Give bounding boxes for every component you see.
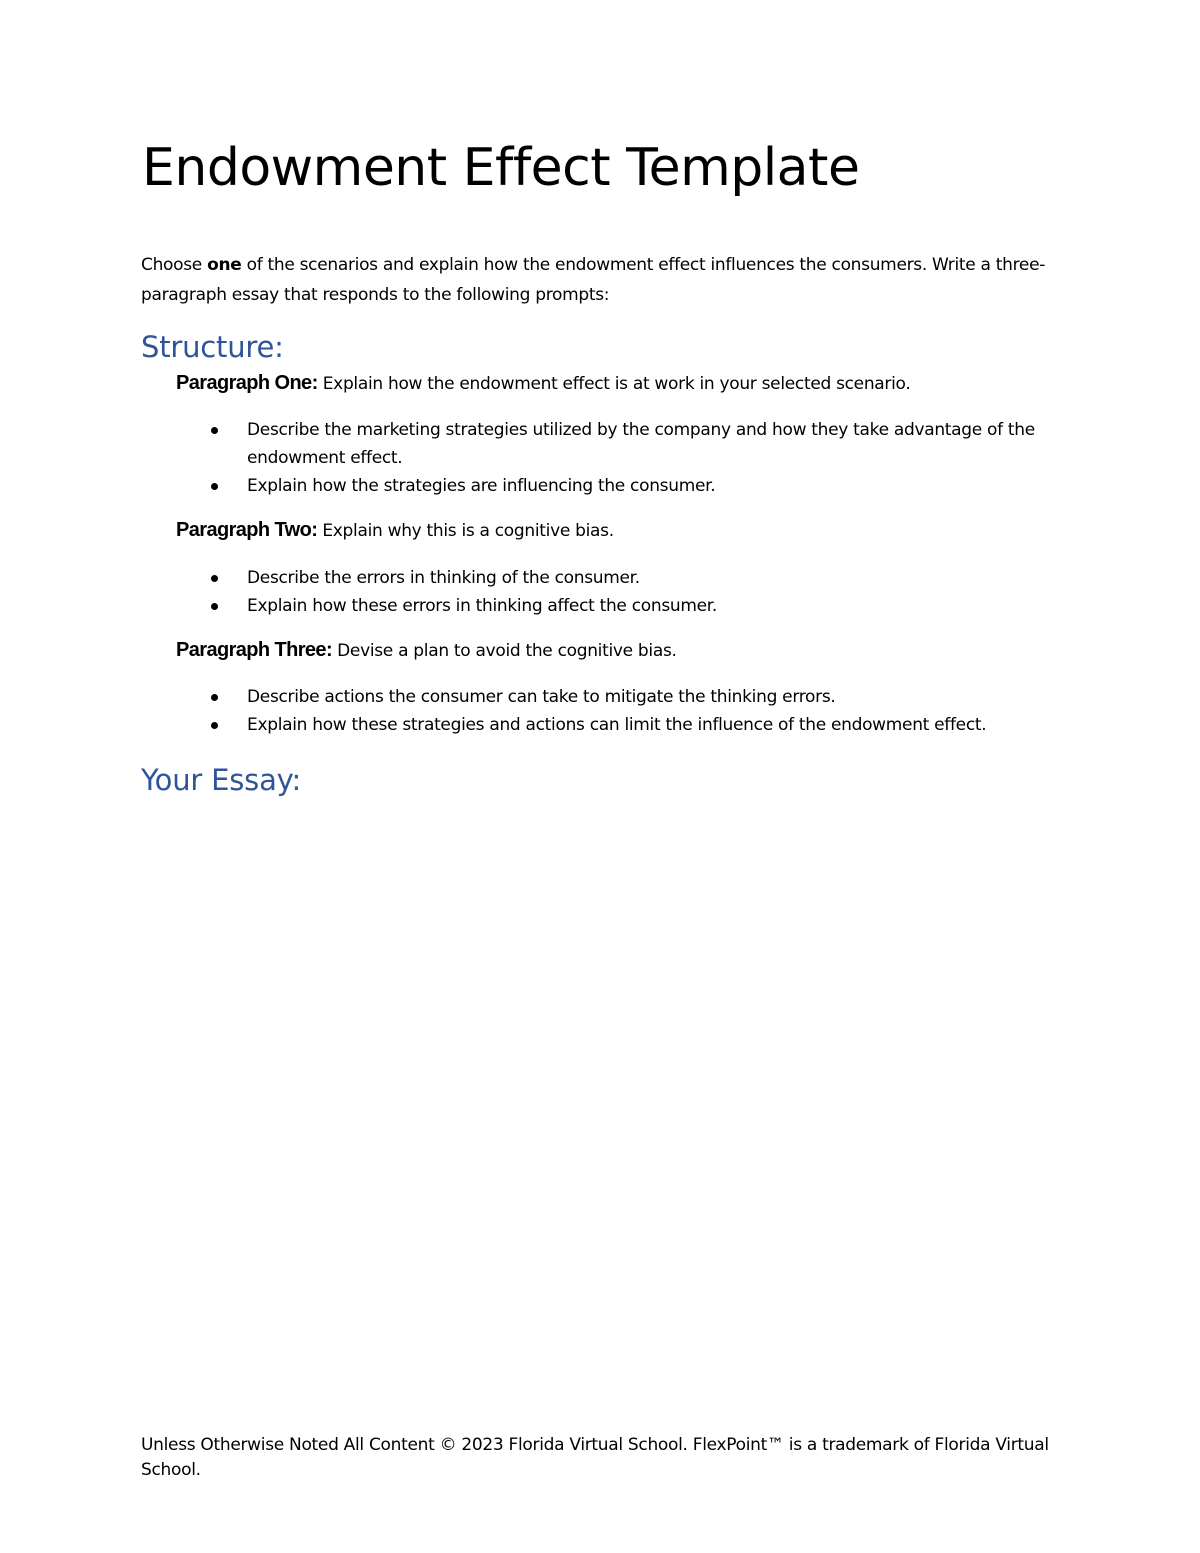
paragraph-one-label: Paragraph One: (176, 372, 318, 394)
paragraph-two-bullets (207, 564, 1047, 620)
bullet-icon (211, 694, 218, 701)
list-item (207, 683, 1047, 711)
paragraph-one-prompt (176, 372, 910, 395)
bullet-icon (211, 722, 218, 729)
document-title: Endowment Effect Template (142, 138, 860, 198)
bullet-icon (211, 603, 218, 610)
bullet-text: Describe the marketing strategies utilized by the company and how they take advantage of the endowment effect. (247, 420, 1035, 468)
bullet-text: Explain how these errors in thinking affect the consumer. (247, 596, 717, 616)
paragraph-two-prompt (176, 519, 614, 542)
intro-text-after: of the scenarios and explain how the endowment effect influences the consumers. Write a three-paragraph essay that responds to the following prompts: (141, 255, 1046, 305)
intro-emphasis: one (207, 255, 242, 275)
list-item (207, 592, 1047, 620)
paragraph-three-text: Devise a plan to avoid the cognitive bias. (332, 641, 677, 661)
essay-heading: Your Essay: (141, 763, 302, 797)
paragraph-three-prompt (176, 639, 677, 662)
intro-text-before: Choose (141, 255, 208, 275)
paragraph-one-bullets (207, 416, 1047, 500)
copyright-footer: Unless Otherwise Noted All Content © 2023 Florida Virtual School. FlexPoint™ is a trademark of Florida Virtual School. (141, 1435, 1049, 1480)
bullet-text: Explain how these strategies and actions can limit the influence of the endowment effect. (247, 715, 987, 735)
list-item (207, 472, 1047, 500)
bullet-text: Explain how the strategies are influencing the consumer. (247, 476, 716, 496)
paragraph-three-bullets (207, 683, 1047, 739)
paragraph-two-text: Explain why this is a cognitive bias. (317, 521, 614, 541)
list-item (207, 564, 1047, 592)
paragraph-two-label: Paragraph Two: (176, 519, 318, 541)
list-item (207, 711, 1047, 739)
bullet-icon (211, 483, 218, 490)
paragraph-three-label: Paragraph Three: (176, 639, 333, 661)
intro-paragraph (141, 250, 1056, 310)
paragraph-one-text: Explain how the endowment effect is at work in your selected scenario. (317, 374, 911, 394)
bullet-icon (211, 427, 218, 434)
bullet-text: Describe actions the consumer can take to mitigate the thinking errors. (247, 687, 836, 707)
structure-heading: Structure: (141, 330, 284, 364)
bullet-icon (211, 575, 218, 582)
list-item (207, 416, 1047, 472)
bullet-text: Describe the errors in thinking of the consumer. (247, 568, 640, 588)
